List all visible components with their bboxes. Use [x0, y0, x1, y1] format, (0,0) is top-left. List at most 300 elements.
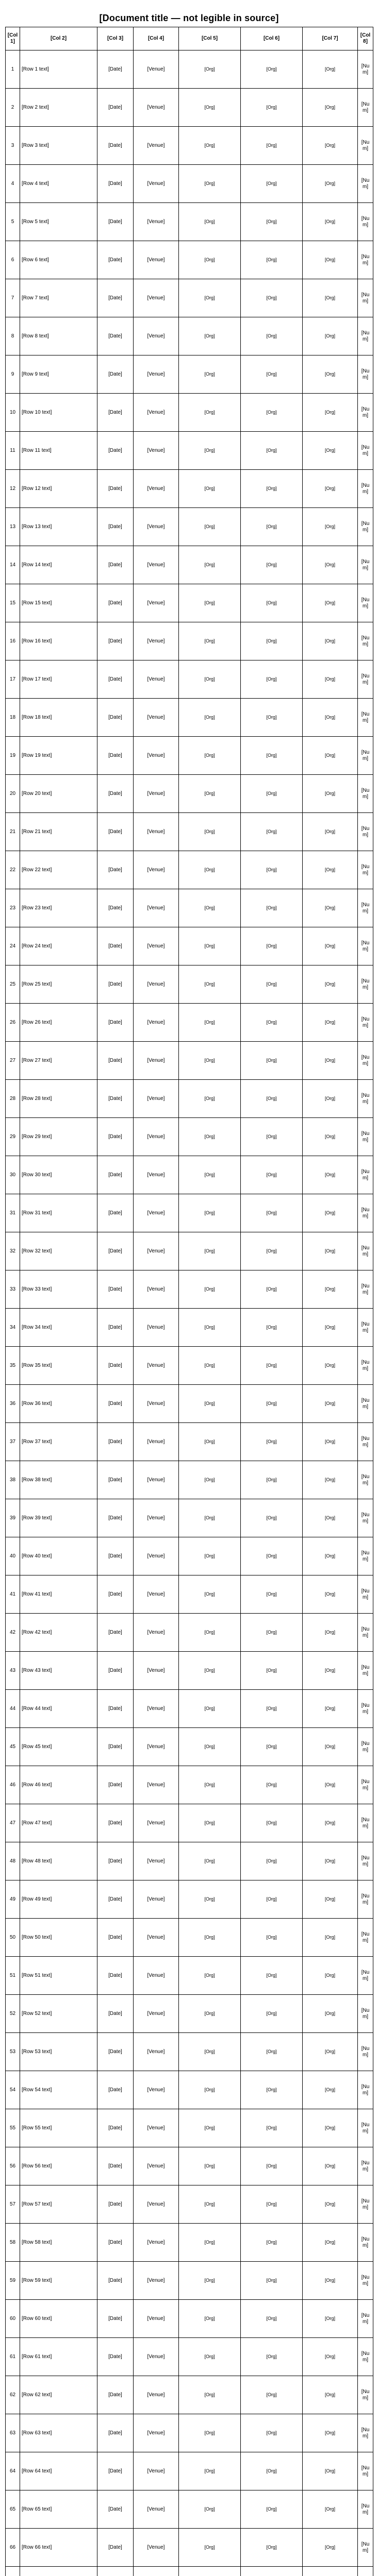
- table-cell: [Org]: [303, 432, 358, 470]
- table-cell: [Org]: [241, 2529, 303, 2567]
- table-row: [6, 2224, 373, 2262]
- table-row: [6, 1309, 373, 1347]
- table-cell: [Num]: [358, 2452, 373, 2490]
- table-row: [6, 699, 373, 737]
- table-cell: [Org]: [179, 889, 241, 927]
- table-cell: [Org]: [179, 546, 241, 584]
- table-cell: [Org]: [303, 508, 358, 546]
- table-cell: [Org]: [303, 1728, 358, 1766]
- table-cell: [Org]: [303, 1194, 358, 1232]
- table-cell: [Date]: [97, 813, 134, 851]
- table-cell: 11: [6, 432, 20, 470]
- table-cell: [Org]: [179, 2109, 241, 2147]
- table-cell: [Row 60 text]: [20, 2300, 97, 2338]
- table-cell: [Org]: [179, 1194, 241, 1232]
- table-cell: [Date]: [97, 1080, 134, 1118]
- table-row: [6, 1270, 373, 1309]
- table-cell: [Org]: [179, 1423, 241, 1461]
- table-cell: [Org]: [241, 2262, 303, 2300]
- table-cell: [Org]: [241, 1156, 303, 1194]
- table-cell: [Row 47 text]: [20, 1804, 97, 1842]
- table-row: [6, 50, 373, 89]
- table-cell: [Venue]: [134, 1575, 179, 1614]
- table-row: [6, 432, 373, 470]
- table-cell: [Org]: [241, 1842, 303, 1880]
- table-cell: [Venue]: [134, 927, 179, 965]
- table-cell: 23: [6, 889, 20, 927]
- table-cell: 38: [6, 1461, 20, 1499]
- table-cell: [Venue]: [134, 2033, 179, 2071]
- table-cell: [Row 34 text]: [20, 1309, 97, 1347]
- table-cell: [Row 19 text]: [20, 737, 97, 775]
- table-cell: [Date]: [97, 2529, 134, 2567]
- table-cell: [Venue]: [134, 1004, 179, 1042]
- table-cell: [Num]: [358, 1499, 373, 1537]
- table-cell: [Org]: [303, 699, 358, 737]
- table-cell: [Org]: [241, 2033, 303, 2071]
- table-row: [6, 355, 373, 394]
- table-cell: [Num]: [358, 1461, 373, 1499]
- table-cell: [Row 49 text]: [20, 1880, 97, 1919]
- table-cell: [Date]: [97, 546, 134, 584]
- table-cell: 20: [6, 775, 20, 813]
- table-cell: [Num]: [358, 2262, 373, 2300]
- table-cell: [Org]: [241, 2147, 303, 2185]
- table-cell: [Org]: [241, 1957, 303, 1995]
- table-row: [6, 1118, 373, 1156]
- table-cell: [Org]: [303, 965, 358, 1004]
- table-cell: [Org]: [303, 927, 358, 965]
- table-cell: [Num]: [358, 279, 373, 317]
- table-row: [6, 2185, 373, 2224]
- table-cell: [Org]: [241, 279, 303, 317]
- table-cell: [Org]: [179, 1652, 241, 1690]
- table-cell: [Org]: [241, 1537, 303, 1575]
- table-cell: [Num]: [358, 584, 373, 622]
- table-row: [6, 889, 373, 927]
- table-cell: [Org]: [179, 1804, 241, 1842]
- table-row: [6, 1804, 373, 1842]
- table-cell: [Num]: [358, 1880, 373, 1919]
- table-cell: 9: [6, 355, 20, 394]
- table-cell: [Num]: [358, 355, 373, 394]
- table-cell: [Venue]: [134, 241, 179, 279]
- table-cell: [Org]: [179, 1995, 241, 2033]
- table-cell: [Date]: [97, 1614, 134, 1652]
- table-cell: [Org]: [241, 241, 303, 279]
- table-row: [6, 1919, 373, 1957]
- table-cell: [Org]: [241, 50, 303, 89]
- table-cell: [Num]: [358, 1423, 373, 1461]
- table-cell: 19: [6, 737, 20, 775]
- table-cell: [Org]: [241, 89, 303, 127]
- table-row: [6, 1080, 373, 1118]
- table-cell: [Row 36 text]: [20, 1385, 97, 1423]
- table-cell: [Org]: [179, 1347, 241, 1385]
- table-cell: [Org]: [303, 1156, 358, 1194]
- table-cell: [Org]: [241, 1194, 303, 1232]
- table-row: [6, 660, 373, 699]
- table-row: [6, 2147, 373, 2185]
- table-cell: 64: [6, 2452, 20, 2490]
- table-cell: [Date]: [97, 2071, 134, 2109]
- table-cell: [Org]: [303, 1080, 358, 1118]
- table-cell: [Venue]: [134, 2529, 179, 2567]
- table-cell: [Venue]: [134, 508, 179, 546]
- table-cell: [Org]: [179, 203, 241, 241]
- table-cell: [Org]: [241, 1309, 303, 1347]
- table-row: [6, 2452, 373, 2490]
- table-row: [6, 2262, 373, 2300]
- table-cell: [Org]: [303, 1118, 358, 1156]
- table-cell: 53: [6, 2033, 20, 2071]
- table-cell: [Org]: [241, 1652, 303, 1690]
- table-cell: [Org]: [241, 1004, 303, 1042]
- table-cell: [Org]: [241, 965, 303, 1004]
- table-cell: [Date]: [97, 203, 134, 241]
- table-cell: [Num]: [358, 699, 373, 737]
- table-cell: [Num]: [358, 1690, 373, 1728]
- table-cell: [Date]: [97, 279, 134, 317]
- table-cell: [Num]: [358, 851, 373, 889]
- table-cell: [Row 24 text]: [20, 927, 97, 965]
- table-cell: 17: [6, 660, 20, 699]
- table-cell: 63: [6, 2414, 20, 2452]
- table-cell: [Row 32 text]: [20, 1232, 97, 1270]
- table-cell: [Date]: [97, 1118, 134, 1156]
- table-cell: [Venue]: [134, 127, 179, 165]
- table-row: [6, 1728, 373, 1766]
- table-cell: 15: [6, 584, 20, 622]
- table-cell: [Row 40 text]: [20, 1537, 97, 1575]
- table-cell: [Date]: [97, 584, 134, 622]
- table-cell: [Num]: [358, 1842, 373, 1880]
- table-cell: [Venue]: [134, 2338, 179, 2376]
- table-cell: 4: [6, 165, 20, 203]
- table-cell: [Venue]: [134, 584, 179, 622]
- table-cell: [Num]: [358, 775, 373, 813]
- table-cell: [Row 30 text]: [20, 1156, 97, 1194]
- table-cell: 62: [6, 2376, 20, 2414]
- table-cell: [Date]: [97, 1766, 134, 1804]
- table-cell: [Row 16 text]: [20, 622, 97, 660]
- table-cell: 34: [6, 1309, 20, 1347]
- table-cell: [Row 29 text]: [20, 1118, 97, 1156]
- table-cell: [Org]: [303, 1880, 358, 1919]
- table-cell: [Org]: [303, 1537, 358, 1575]
- table-cell: [Org]: [179, 2338, 241, 2376]
- table-row: [6, 2567, 373, 2576]
- table-cell: [Venue]: [134, 355, 179, 394]
- table-cell: [Org]: [179, 2262, 241, 2300]
- table-cell: [Venue]: [134, 1652, 179, 1690]
- table-cell: [Date]: [97, 1995, 134, 2033]
- table-cell: [Org]: [179, 1842, 241, 1880]
- table-cell: [Org]: [303, 2414, 358, 2452]
- table-cell: [Date]: [97, 1385, 134, 1423]
- table-cell: [Org]: [241, 1347, 303, 1385]
- table-cell: [Org]: [303, 1385, 358, 1423]
- table-cell: [Venue]: [134, 1194, 179, 1232]
- table-cell: [Org]: [303, 317, 358, 355]
- table-cell: 54: [6, 2071, 20, 2109]
- table-cell: [Venue]: [134, 432, 179, 470]
- table-cell: [Org]: [179, 775, 241, 813]
- table-row: [6, 2033, 373, 2071]
- table-cell: [Org]: [179, 2071, 241, 2109]
- table-cell: [Num]: [358, 1804, 373, 1842]
- table-cell: [Date]: [97, 1957, 134, 1995]
- table-cell: [Org]: [241, 203, 303, 241]
- table-cell: [Venue]: [134, 851, 179, 889]
- table-cell: [Venue]: [134, 699, 179, 737]
- table-cell: 52: [6, 1995, 20, 2033]
- table-cell: [Date]: [97, 432, 134, 470]
- table-cell: [Org]: [241, 2300, 303, 2338]
- table-cell: [Org]: [179, 584, 241, 622]
- table-cell: [Date]: [97, 2452, 134, 2490]
- table-cell: [Org]: [179, 1080, 241, 1118]
- table-cell: [Org]: [303, 2300, 358, 2338]
- table-cell: [Org]: [241, 546, 303, 584]
- table-cell: [Venue]: [134, 622, 179, 660]
- table-cell: [Org]: [179, 660, 241, 699]
- table-cell: [Row 23 text]: [20, 889, 97, 927]
- table-cell: [Venue]: [134, 165, 179, 203]
- table-cell: 33: [6, 1270, 20, 1309]
- table-cell: 22: [6, 851, 20, 889]
- table-cell: [Venue]: [134, 2147, 179, 2185]
- table-cell: [Venue]: [134, 1461, 179, 1499]
- table-cell: 48: [6, 1842, 20, 1880]
- table-row: [6, 1461, 373, 1499]
- table-cell: 2: [6, 89, 20, 127]
- table-cell: [Org]: [179, 2376, 241, 2414]
- table-cell: [Date]: [97, 1461, 134, 1499]
- table-cell: [Org]: [179, 2490, 241, 2529]
- table-cell: [Org]: [241, 1804, 303, 1842]
- table-cell: [Org]: [241, 394, 303, 432]
- table-cell: [Num]: [358, 2338, 373, 2376]
- table-cell: [Num]: [358, 2490, 373, 2529]
- table-cell: 30: [6, 1156, 20, 1194]
- table-cell: [Num]: [358, 317, 373, 355]
- table-cell: [Org]: [241, 2376, 303, 2414]
- table-body: [6, 50, 373, 2576]
- table-row: [6, 2414, 373, 2452]
- table-cell: [Org]: [179, 2452, 241, 2490]
- table-cell: [Org]: [179, 1156, 241, 1194]
- table-row: [6, 622, 373, 660]
- table-cell: [Row 15 text]: [20, 584, 97, 622]
- table-cell: [Org]: [303, 584, 358, 622]
- table-cell: [Org]: [179, 622, 241, 660]
- table-cell: [Num]: [358, 1309, 373, 1347]
- table-cell: [Org]: [241, 2338, 303, 2376]
- table-cell: [Date]: [97, 1575, 134, 1614]
- table-cell: [Num]: [358, 241, 373, 279]
- table-cell: [Org]: [303, 2033, 358, 2071]
- table-cell: [Date]: [97, 394, 134, 432]
- table-cell: [Org]: [179, 2033, 241, 2071]
- table-cell: [Num]: [358, 1575, 373, 1614]
- table-cell: 59: [6, 2262, 20, 2300]
- table-cell: [Date]: [97, 1880, 134, 1919]
- table-cell: [Num]: [358, 2300, 373, 2338]
- table-cell: [Date]: [97, 317, 134, 355]
- table-cell: [Venue]: [134, 1499, 179, 1537]
- table-cell: [Org]: [179, 851, 241, 889]
- table-cell: [Date]: [97, 1690, 134, 1728]
- table-cell: [Org]: [241, 1423, 303, 1461]
- table-cell: [Date]: [97, 2490, 134, 2529]
- table-cell: [Row 43 text]: [20, 1652, 97, 1690]
- table-row: [6, 1499, 373, 1537]
- table-cell: [Venue]: [134, 2071, 179, 2109]
- table-cell: [Org]: [179, 1957, 241, 1995]
- table-cell: [Venue]: [134, 1804, 179, 1842]
- table-cell: [Venue]: [134, 1423, 179, 1461]
- table-row: [6, 279, 373, 317]
- table-cell: [Venue]: [134, 1042, 179, 1080]
- table-row: [6, 2338, 373, 2376]
- table-cell: [Org]: [303, 622, 358, 660]
- table-cell: [Org]: [303, 737, 358, 775]
- table-cell: [Venue]: [134, 775, 179, 813]
- table-header-row: [6, 27, 373, 50]
- table-cell: [Num]: [358, 1156, 373, 1194]
- table-cell: [Row 52 text]: [20, 1995, 97, 2033]
- table-cell: 8: [6, 317, 20, 355]
- table-cell: [Row 12 text]: [20, 470, 97, 508]
- table-cell: [Row 13 text]: [20, 508, 97, 546]
- table-cell: [Row 1 text]: [20, 50, 97, 89]
- table-cell: [Date]: [97, 1004, 134, 1042]
- table-cell: [Venue]: [134, 89, 179, 127]
- table-cell: [Venue]: [134, 1270, 179, 1309]
- table-cell: [Row 64 text]: [20, 2452, 97, 2490]
- table-cell: [Org]: [303, 1461, 358, 1499]
- table-cell: [Org]: [303, 127, 358, 165]
- table-cell: 49: [6, 1880, 20, 1919]
- table-cell: [Org]: [303, 1347, 358, 1385]
- table-row: [6, 508, 373, 546]
- table-cell: [Row 4 text]: [20, 165, 97, 203]
- table-cell: [Org]: [179, 89, 241, 127]
- table-cell: [Num]: [358, 1232, 373, 1270]
- table-cell: [Org]: [241, 2071, 303, 2109]
- table-cell: [Org]: [303, 1575, 358, 1614]
- table-row: [6, 775, 373, 813]
- table-row: [6, 1156, 373, 1194]
- table-cell: [Org]: [241, 470, 303, 508]
- table-cell: [Venue]: [134, 546, 179, 584]
- table-cell: [Row 51 text]: [20, 1957, 97, 1995]
- table-cell: [Row 48 text]: [20, 1842, 97, 1880]
- table-cell: [Org]: [179, 1614, 241, 1652]
- table-cell: 14: [6, 546, 20, 584]
- table-cell: 16: [6, 622, 20, 660]
- table-cell: [Org]: [241, 165, 303, 203]
- table-cell: 43: [6, 1652, 20, 1690]
- table-cell: [Row 66 text]: [20, 2529, 97, 2567]
- table-cell: [Org]: [303, 1232, 358, 1270]
- table-cell: [Org]: [303, 660, 358, 699]
- table-cell: [Org]: [303, 813, 358, 851]
- table-cell: [Num]: [358, 1080, 373, 1118]
- table-cell: [Org]: [303, 2185, 358, 2224]
- table-cell: [97, 2567, 134, 2576]
- table-cell: [Row 17 text]: [20, 660, 97, 699]
- table-cell: [Org]: [179, 1461, 241, 1499]
- table-cell: [Num]: [358, 927, 373, 965]
- table-cell: [Org]: [241, 1080, 303, 1118]
- table-cell: [Num]: [358, 1995, 373, 2033]
- table-row: [6, 1614, 373, 1652]
- table-cell: [Num]: [358, 622, 373, 660]
- table-cell: [Num]: [358, 2529, 373, 2567]
- table-cell: [Org]: [241, 2414, 303, 2452]
- table-cell: 31: [6, 1194, 20, 1232]
- table-row: [6, 1652, 373, 1690]
- table-cell: [Venue]: [134, 2262, 179, 2300]
- table-cell: 25: [6, 965, 20, 1004]
- table-cell: [Date]: [97, 1347, 134, 1385]
- table-cell: [Venue]: [134, 2300, 179, 2338]
- table-cell: [Num]: [358, 127, 373, 165]
- table-cell: [Row 2 text]: [20, 89, 97, 127]
- table-cell: [Org]: [179, 1042, 241, 1080]
- table-cell: [Org]: [179, 2414, 241, 2452]
- table-cell: [Date]: [97, 165, 134, 203]
- table-row: [6, 2300, 373, 2338]
- table-cell: [Org]: [241, 432, 303, 470]
- table-cell: [Date]: [97, 1156, 134, 1194]
- table-cell: 37: [6, 1423, 20, 1461]
- table-cell: [Venue]: [134, 889, 179, 927]
- table-cell: [Row 25 text]: [20, 965, 97, 1004]
- table-cell: 60: [6, 2300, 20, 2338]
- table-cell: [Venue]: [134, 1385, 179, 1423]
- table-cell: [Venue]: [134, 1309, 179, 1347]
- table-cell: [Row 38 text]: [20, 1461, 97, 1499]
- header-cell: [Col 4]: [134, 27, 179, 50]
- table-cell: [Date]: [97, 1537, 134, 1575]
- table-cell: [Org]: [179, 127, 241, 165]
- table-cell: [Row 55 text]: [20, 2109, 97, 2147]
- table-cell: [Org]: [303, 1919, 358, 1957]
- table-cell: [Org]: [303, 775, 358, 813]
- table-cell: [Org]: [241, 2452, 303, 2490]
- table-cell: 26: [6, 1004, 20, 1042]
- table-cell: [Org]: [303, 241, 358, 279]
- table-cell: 61: [6, 2338, 20, 2376]
- table-cell: [Date]: [97, 1309, 134, 1347]
- table-cell: [Num]: [358, 203, 373, 241]
- table-cell: [Org]: [179, 1004, 241, 1042]
- table-cell: [358, 2567, 373, 2576]
- table-cell: [Org]: [241, 2224, 303, 2262]
- table-cell: [Date]: [97, 470, 134, 508]
- table-cell: [Row 28 text]: [20, 1080, 97, 1118]
- table-cell: 56: [6, 2147, 20, 2185]
- table-row: [6, 1880, 373, 1919]
- table-cell: [Date]: [97, 1499, 134, 1537]
- table-cell: [Num]: [358, 1652, 373, 1690]
- table-cell: [Org]: [241, 1880, 303, 1919]
- table-cell: [Org]: [179, 1499, 241, 1537]
- header-cell: [Col 8]: [358, 27, 373, 50]
